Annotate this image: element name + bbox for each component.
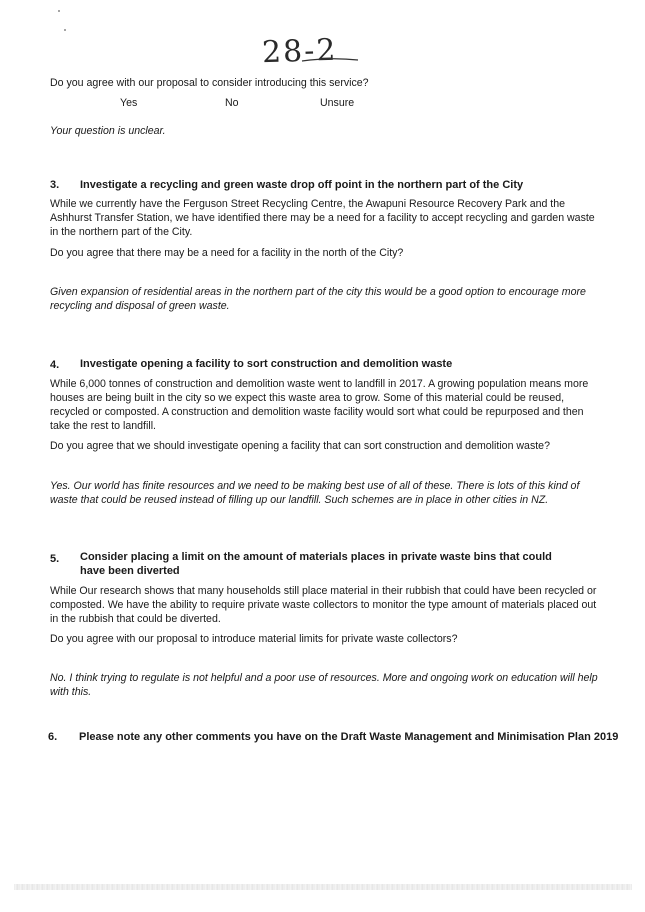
handwritten-page-number: 28-2 [261,32,338,71]
option-unsure: Unsure [320,97,355,109]
section-4-number: 4. [50,359,60,371]
section-5-question: Do you agree with our proposal to introduce material limits for private waste collectors? [50,633,458,645]
section-5-answer: No. I think trying to regulate is not helpful and a poor use of resources. More and ongoing work on education will help with this. [50,672,598,698]
scan-speck [64,29,66,31]
section-4-heading: Investigate opening a facility to sort construction and demolition waste [80,358,453,370]
section-5-heading: Consider placing a limit on the amount of materials places in private waste bins that could have been diverted [80,551,552,577]
section-3-question: Do you agree that there may be a need for a facility in the north of the City? [50,247,404,259]
section-4-question: Do you agree that we should investigate opening a facility that can sort construction and demolition waste? [50,440,550,452]
section-3-body: While we currently have the Ferguson Street Recycling Centre, the Awapuni Resource Recovery Park and the Ashhurst Transfer Station, we have identified there may be a need for a facility to accept recycling and garden waste in the northern part of the City. [50,198,595,238]
handwritten-underline [300,56,360,64]
scan-artifact-strip [14,884,632,890]
section-5-body: While Our research shows that many households still place material in their rubbish that could have been recycled or composted. We have the ability to require private waste collectors to monitor the type amount of materials placed out in the rubbish that could be diverted. [50,585,597,625]
option-no: No [225,97,239,109]
section-4-answer: Yes. Our world has finite resources and we need to be making best use of all of these. There is lots of this kind of waste that could be reused instead of filling up our landfill. Such schemes are in place in other cities in NZ. [50,480,580,506]
section-3-number: 3. [50,179,60,191]
section-3-heading: Investigate a recycling and green waste drop off point in the northern part of the City [80,179,524,191]
section-5-number: 5. [50,553,60,565]
section-6-heading: Please note any other comments you have on the Draft Waste Management and Minimisation Plan 2019 [79,731,619,743]
scan-speck [58,10,60,12]
option-yes: Yes [120,97,138,109]
section-3-answer: Given expansion of residential areas in the northern part of the city this would be a good option to encourage more recycling and disposal of green waste. [50,286,586,312]
section-6-number: 6. [48,731,58,743]
service-question: Do you agree with our proposal to consider introducing this service? [50,77,369,89]
service-answer: Your question is unclear. [50,125,166,137]
section-4-body: While 6,000 tonnes of construction and demolition waste went to landfill in 2017. A growing population means more houses are being built in the city so we expect this waste area to grow. Some of this material could be reused, recycled or composted. A construction and demolition waste facility would sort what could be repurposed and then take the rest to landfill. [50,378,589,432]
